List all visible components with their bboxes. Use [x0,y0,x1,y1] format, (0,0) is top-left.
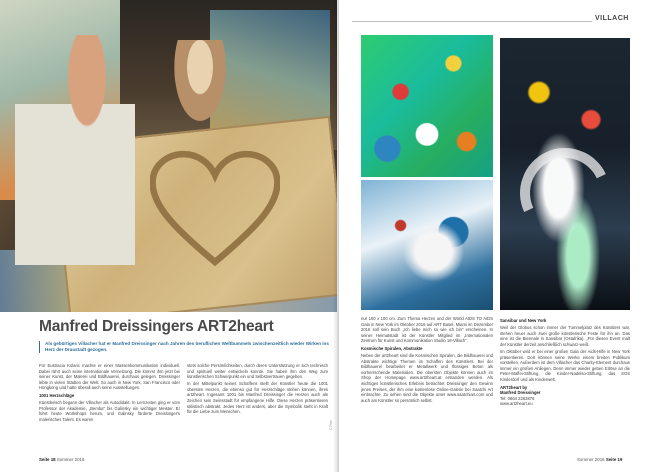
paragraph: stets solche Persönlichkeiten, durch deren Unterstützung er sich technisch und spirituell weiter entwickeln konnte. Sie haben ihm den Weg zum künstlerischen Schwerpunkt ein und Selbstvertrauen gegeben. [187,363,328,380]
contact-title: ART2heart by [500,384,528,390]
contact-phone: Tel: 0664 2263876 [500,395,535,401]
contact-name: Manfred Dreissinger [500,390,541,396]
photo-angel-sculpture [170,40,230,130]
artist-photo [0,0,337,312]
contact-info [500,385,630,407]
paragraph: In der Mittelpunkt seines Schaffens stellt der Künstler heute die 1001 obersten Herzen, die ebenso gut für Herzschläge stehen können, ihres art2heart. Ingesamt 1001 bis Manfred Dreissinger die Herzen auch als Zeichen sein Seinsstadt für empfangene Hilfe. Diese Herzen präsentieren stilistisch abstrakt. Jedes Herz ist anders, aber die Symbolik steht in Kraft für die Liebe zum Menschen. [187,381,328,415]
photo-credit: © Foto [329,420,333,430]
left-column-2 [187,363,328,416]
subheading: Sansibar und New York [500,318,547,323]
artwork-spiral-swirl [507,135,622,250]
artwork-splash-green [361,35,493,177]
article-lead: Als gebürtiges Villacher hat er Manfred Dreissinger nach Jahren des beruflichen Weltbummels zwischenzeitlich wieder Wirken ins Herz der Draustadt gezogen. [39,341,329,353]
paragraph: nur 100 x 100 cm. Zum Thema Herzen und der World AIDS TO AIDS Gala in New York im Oktober 2016 auf ART Basel, Miami im Dezember 2016 soll sein Buch „Ich liebe mich so wie ich bin" erscheinen. In seiner Heimatstadt ist der Künstler Mitglied im „Internationalen Zentrum für Kunst und Kommunikation Studio 18-Villach". [361,316,493,344]
right-column-2 [500,316,630,407]
subheading: 1001 Herzschläge [39,392,75,398]
folio-right [577,457,622,462]
issue-label: Sommer 2016 [56,457,85,462]
section-rule [352,21,592,22]
left-column-1 [39,363,180,424]
artwork-wave-blue [361,180,493,310]
section-tag: VILLACH [595,15,629,22]
paragraph: Neben der art2heart sind die Kosmischen Spiralen, die Bildhauerei und Abstrakte wichtige Themen im Schaffen des Künstlers. Bei der Bildhauerei bearbeitet er Metallwerk und flüssiges Beton als vorherrschende Materialien. Die obersten Objekte können auch im Shop der Homepage www.art2heart.at erstanden werden. Als wichtiges künstlerisches Erlebnis betrachtet Dreissinger den Gewinn jenes Preises, der ihm eine kostenlose Online-Galerie bei Saatchi Art einbrachte. Zu sehen sind die Objekte unter www.saatchiart.com und auch am Künstler so persönlich selbst. [361,353,493,403]
paragraph: Im Oktober wird er bei einer großen Gala der Aids-Hilfe in New York präsentieren. Dort können seine Werke einem breiten Publikum vorstellen. Außerdem ist dem Villacher das Charity-Element durchaus immer ein großes Anliegen. Denn immer wieder geben Erlöse an die Peter-Maffei-Stiftung, die Kinder-Nadelso-Stiftung, das SOS Kinderdorf und als Kinderwelt. [500,348,630,382]
page-number: Seite 19 [605,457,623,462]
artwork-spiral-dark [500,38,630,310]
folio-left [39,457,84,462]
subheading: Kosmische Spiralen, Abstrakte [361,345,423,351]
article-headline: Manfred Dreissingers ART2heart [39,318,274,335]
issue-label: Sommer 2016 [577,457,605,462]
contact-website: www.art2heart.eu [500,401,533,407]
page-number: Seite 18 [39,457,56,462]
photo-artist-figure [15,35,135,265]
paragraph: Weil der Globus schon immer der Tummelplatz des Künstlers war, stehen heuer auch zwei große künstlerische Feste für ihn an. Das eine ist die Biennale in Sansibar (Ostafrika). „Für diesen Event malt der Künstler derzeit anschließlich schwarz-weiß. [500,325,630,347]
paragraph: Für Eustracia Kolaric machte er einer Massenkommunikation individuell. Dabei rührt auch seine internationale Vernetzung. Die kommt ihm jetzt bei seiner Kunst, der Malerei und Bildhauerei, durchaus gelegen. Dreissinger lebte in vielen Städten der Welt. So auch in New York, San Francisco oder Hongkong und hatte überall auch seine Ausstellungen. [39,363,180,391]
right-column-1 [361,316,493,405]
heart-icon [150,150,280,270]
paragraph: Künstlerisch begann der Villacher als Autodidakt. In Lernzeiten ging er vom Professor der Akademie, „Bemba" bis Galinsky ein wichtiger Meister. Er führt heute Workshops herum, und Galinsky förderte Dreissinger's malerisches Talent. Es waren [39,400,180,422]
